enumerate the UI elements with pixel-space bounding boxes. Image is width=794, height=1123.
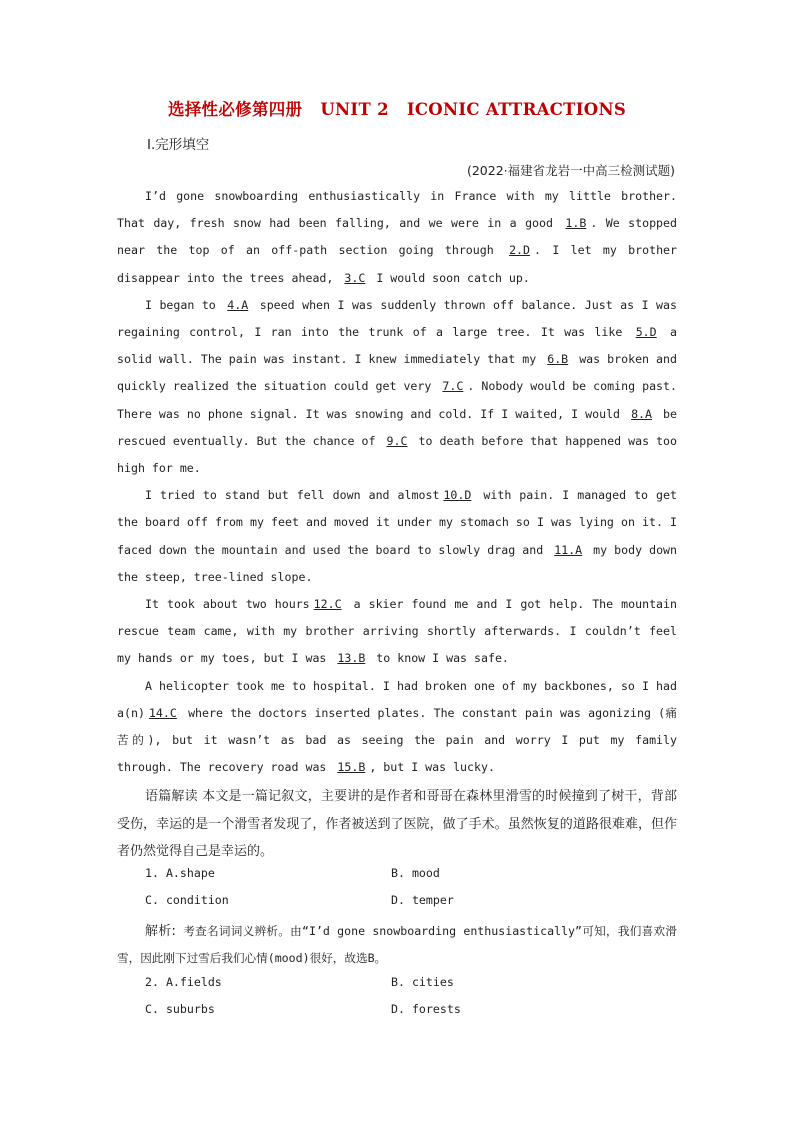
passage-text: a solid wall. The pain was instant. I knew immediately that my xyxy=(117,325,677,367)
option-1d: D. temper xyxy=(391,893,454,907)
passage-summary xyxy=(117,783,677,865)
answer-blank-4: 4.A xyxy=(227,297,249,312)
page-title xyxy=(0,96,794,120)
passage-text: my body down the steep, tree-lined slope. xyxy=(117,542,678,584)
answer-blank-11: 11.A xyxy=(554,542,583,557)
answer-blank-12: 12.C xyxy=(313,597,342,612)
analysis-label: 解析: xyxy=(145,924,176,939)
passage-text: I began to xyxy=(145,297,216,312)
option-1c: C. condition xyxy=(145,893,229,907)
answer-blank-9: 9.C xyxy=(386,433,408,448)
answer-blank-10: 10.D xyxy=(443,488,472,503)
answer-blank-7: 7.C xyxy=(442,379,464,394)
analysis-text: 考查名词词义辨析。由“I’d gone snowboarding enthusiastically”可知，我们喜欢滑雪，因此刚下过雪后我们心情(mood)很好，故选B。 xyxy=(117,924,678,966)
passage-text: I would soon catch up. xyxy=(376,270,530,285)
summary-label: 语篇解读 xyxy=(145,789,198,805)
passage-text: a skier found me and I got help. The mountain rescue team came, with my brother arriving shortly afterwards. I couldn’t feel my hands or my toes, but I was xyxy=(117,597,677,666)
option-2b: B. cities xyxy=(391,975,454,989)
passage-text: I tried to stand but fell down and almost xyxy=(145,488,440,503)
option-1a: 1. A.shape xyxy=(145,866,215,880)
passage-paragraph-4 xyxy=(117,591,677,673)
option-2d: D. forests xyxy=(391,1002,461,1016)
passage-text: I’d gone snowboarding enthusiastically in France with my little brother. That day, fresh snow had been falling, and we were in a good xyxy=(117,189,677,231)
passage-paragraph-1 xyxy=(117,183,677,292)
answer-blank-15: 15.B xyxy=(337,760,366,775)
answer-blank-14: 14.C xyxy=(148,705,177,720)
option-2c: C. suburbs xyxy=(145,1002,215,1016)
answer-blank-3: 3.C xyxy=(344,270,366,285)
option-2a: 2. A.fields xyxy=(145,975,222,989)
analysis-1 xyxy=(117,918,677,972)
passage-text: A helicopter took me to hospital. I had broken one of my backbones, so I had a(n) xyxy=(117,678,677,720)
answer-blank-8: 8.A xyxy=(631,406,653,421)
passage-text: to death before that happened was too high for me. xyxy=(117,433,678,476)
passage-text: to know I was safe. xyxy=(376,651,509,666)
passage-text: where the doctors inserted plates. The constant pain was agonizing (痛苦的), but it wasn’t as bad as seeing the pain and worry I put my family through. The recovery road was xyxy=(117,705,677,775)
option-1b: B. mood xyxy=(391,866,440,880)
answer-blank-13: 13.B xyxy=(337,651,366,666)
passage-paragraph-3 xyxy=(117,482,677,591)
passage-text: , but I was lucky. xyxy=(369,760,495,775)
passage-text: speed when I was suddenly thrown off balance. Just as I was regaining control, I ran into the trunk of a large tree. It was like xyxy=(117,297,677,340)
answer-blank-6: 6.B xyxy=(547,352,569,367)
source-note: (2022·福建省龙岩一中高三检测试题) xyxy=(466,163,675,178)
answer-blank-2: 2.D xyxy=(509,243,531,258)
passage-paragraph-5 xyxy=(117,673,677,782)
passage-text: . We stopped near the top of an off-path section going through xyxy=(117,216,678,258)
passage-text: It took about two hours xyxy=(145,597,310,612)
answer-blank-1: 1.B xyxy=(565,216,587,231)
passage-text: be rescued eventually. But the chance of xyxy=(117,406,677,448)
title-topic: ICONIC ATTRACTIONS xyxy=(406,100,627,119)
passage-text: was broken and quickly realized the situation could get very xyxy=(117,352,677,394)
section-heading: Ⅰ.完形填空 xyxy=(147,137,210,153)
cloze-passage xyxy=(117,183,677,865)
title-unit: UNIT 2 xyxy=(320,100,389,119)
title-book: 选择性必修第四册 xyxy=(167,100,303,119)
passage-text: . Nobody would be coming past. There was no phone signal. It was snowing and cold. If I waited, I would xyxy=(117,379,677,421)
passage-text: . I let my brother disappear into the trees ahead, xyxy=(117,243,678,285)
passage-paragraph-2 xyxy=(117,292,677,482)
passage-text: with pain. I managed to get the board off from my feet and moved it under my stomach so I was lying on it. I faced down the mountain and used the board to slowly drag and xyxy=(117,488,677,557)
summary-text: 本文是一篇记叙文，主要讲的是作者和哥哥在森林里滑雪的时候撞到了树干，背部受伤，幸运的是一个滑雪者发现了，作者被送到了医院，做了手术。虽然恢复的道路很难难，但作者仍然觉得自己是幸运的。 xyxy=(117,789,677,859)
answer-blank-5: 5.D xyxy=(635,325,657,340)
